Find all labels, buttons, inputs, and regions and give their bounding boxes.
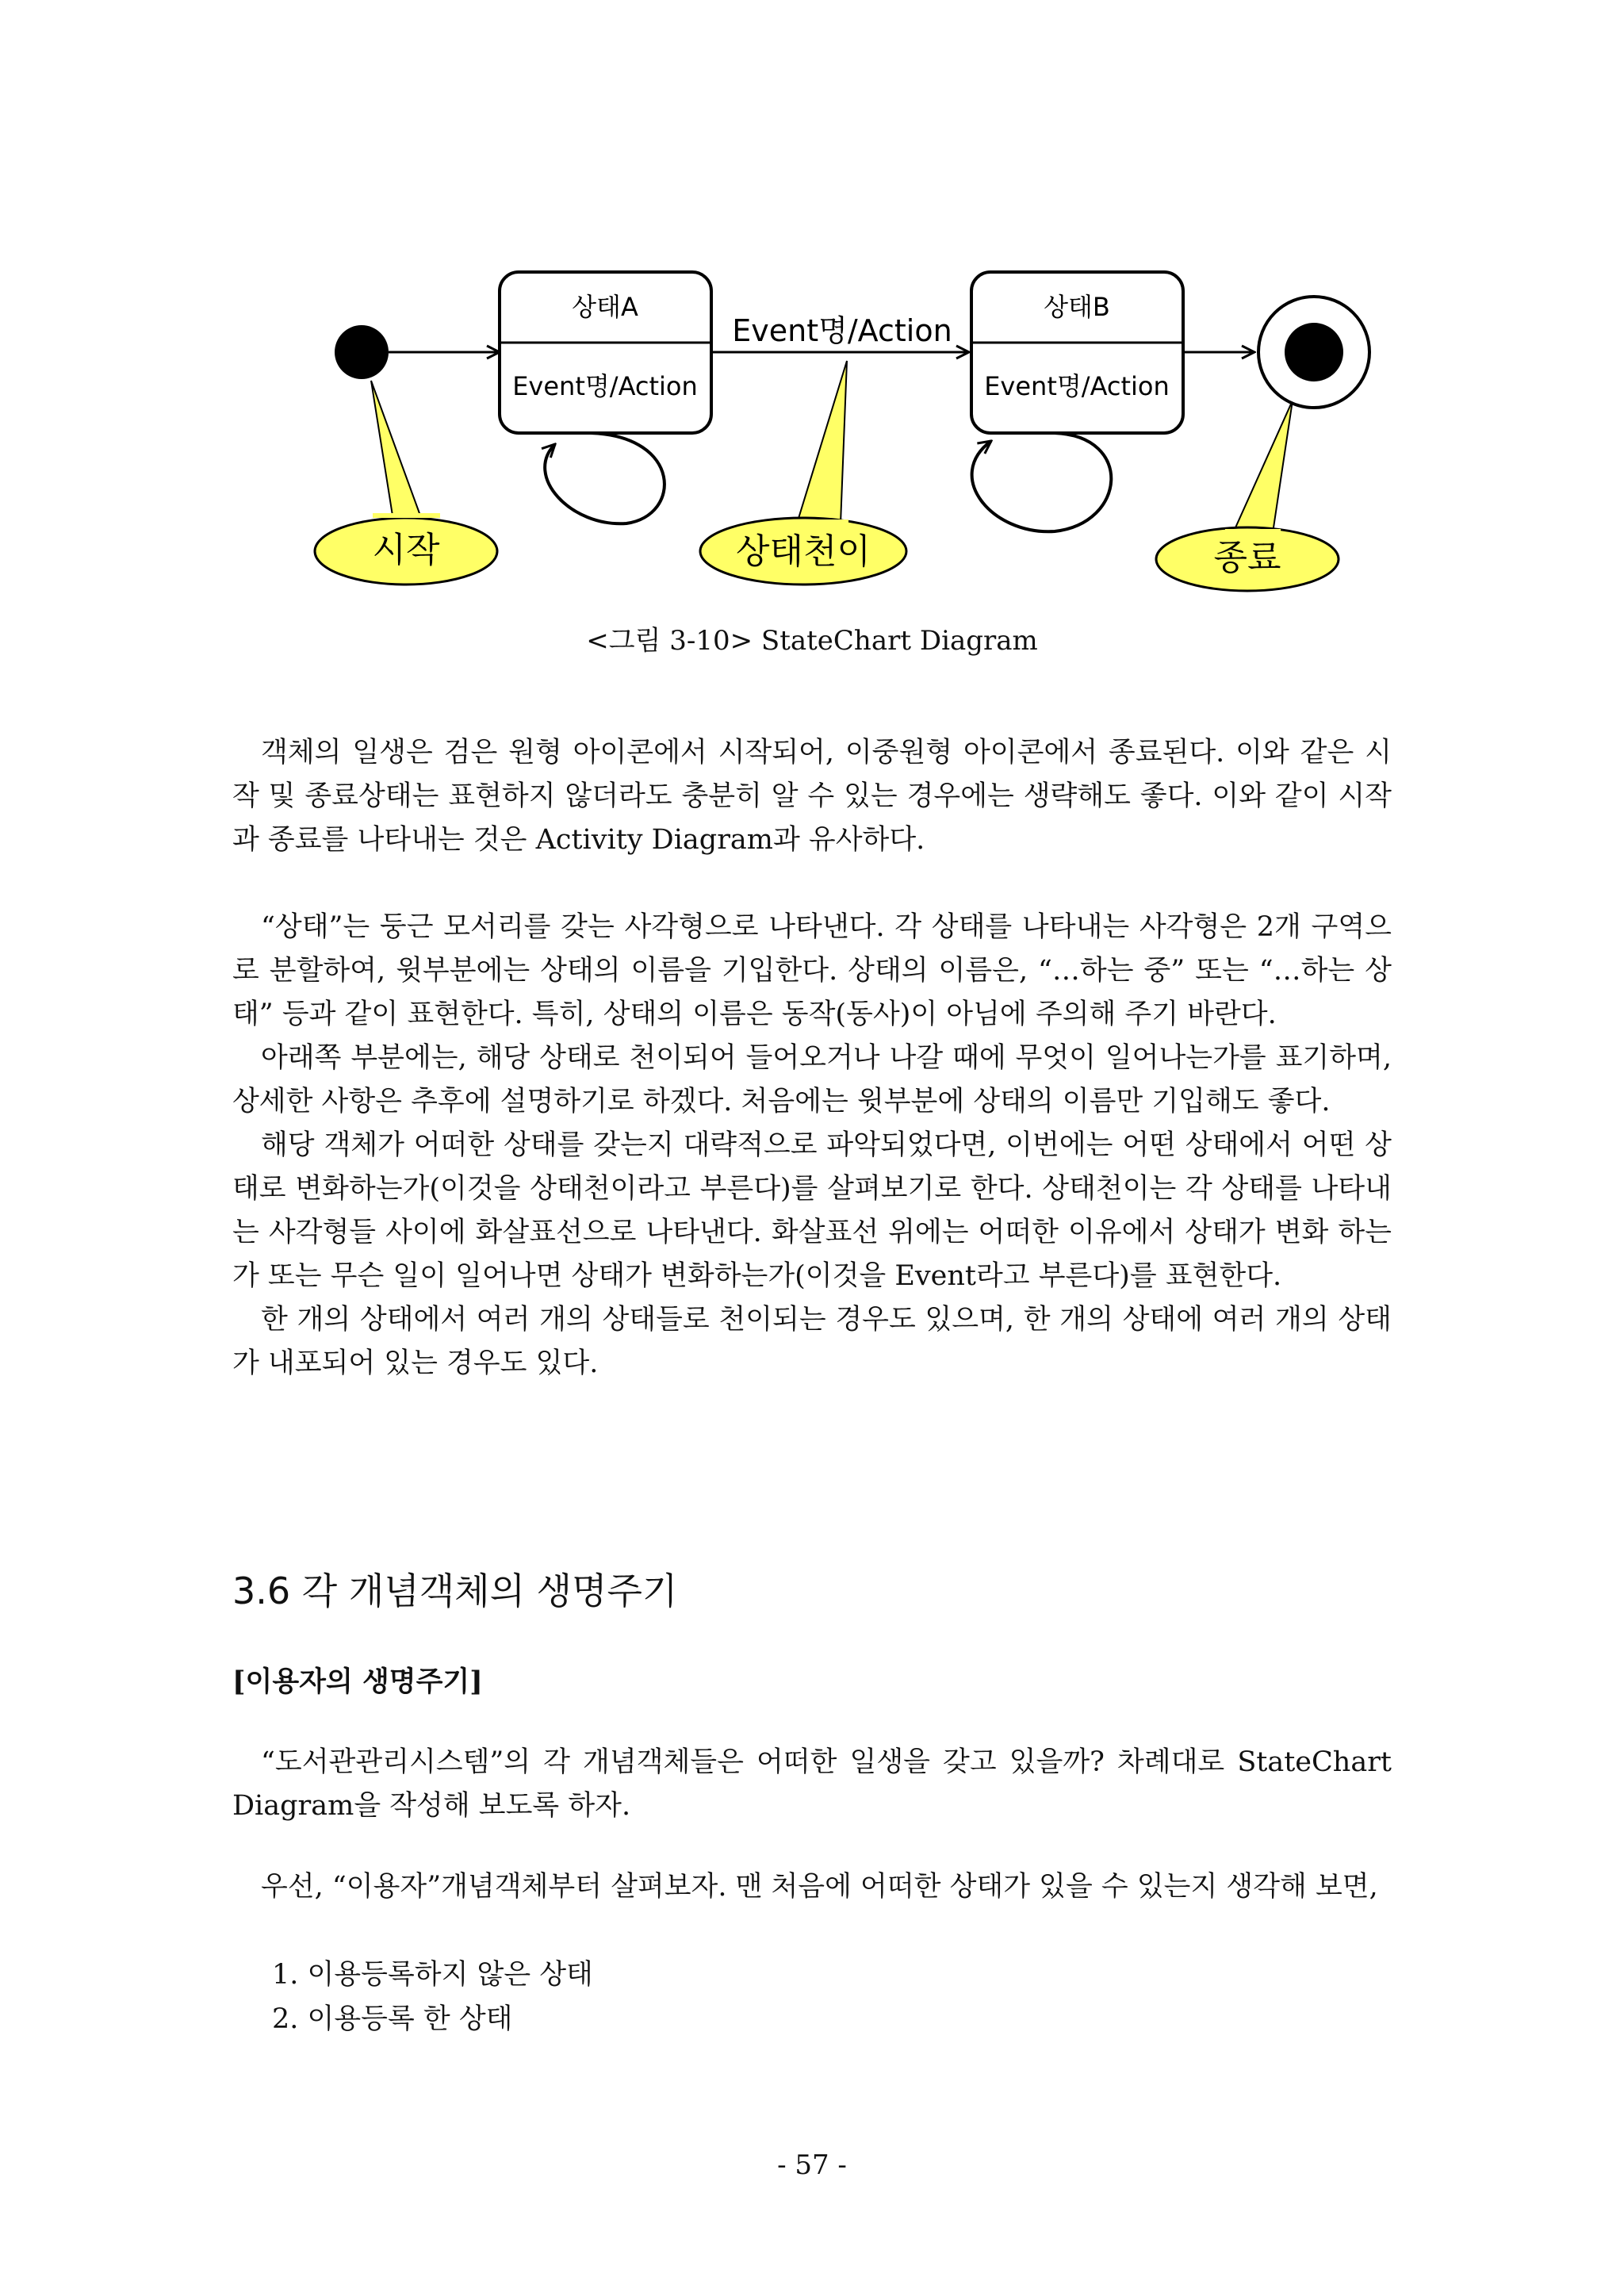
start-callout-label: 시작 [372,530,440,570]
list-item: 2. 이용등록 한 상태 [272,2003,513,2035]
end-callout [1156,401,1339,591]
subheading: [이용자의 생명주기] [232,1665,483,1698]
initial-state-icon [335,325,389,379]
paragraph-3-text: 아래쪽 부분에는, 해당 상태로 천이되어 들어오거나 나갈 때에 무엇이 일어나는가를 표기하며, 상세한 사항은 추후에 설명하기로 하겠다. 처음에는 윗부분에 상태의 이름만 기입해도 좋다. [232,1042,1392,1117]
final-state-icon [1258,297,1369,408]
state-b [971,272,1183,433]
transition-callout [700,361,906,585]
list-item: 1. 이용등록하지 않은 상태 [272,1959,593,1991]
state-a-activity: Event명/Action [512,371,698,401]
transition-callout-label: 상태천이 [735,531,871,572]
paragraph-6-text: “도서관관리시스템”의 각 개념객체들은 어떠한 일생을 갖고 있을까? 차례대로 StateChart Diagram을 작성해 보도록 하자. [232,1746,1392,1822]
figure-caption: <그림 3-10> StateChart Diagram [586,625,1038,657]
self-transition-b [972,433,1112,531]
self-transition-a [545,433,665,523]
paragraph-1 [232,731,1392,862]
state-a-name: 상태A [572,292,638,322]
paragraph-6 [232,1741,1392,1828]
paragraph-1-text: 객체의 일생은 검은 원형 아이콘에서 시작되어, 이중원형 아이콘에서 종료된다. 이와 같은 시작 및 종료상태는 표현하지 않더라도 충분히 알 수 있는 경우에는 생략해도 좋다. 이와 같이 시작과 종료를 나타내는 것은 Activity Diagram과 유사하다. [232,737,1392,856]
state-b-name: 상태B [1044,292,1110,322]
section-heading: 3.6 각 개념객체의 생명주기 [232,1570,678,1612]
state-list [272,1953,593,2041]
paragraph-2-text: “상태”는 둥근 모서리를 갖는 사각형으로 나타낸다. 각 상태를 나타내는 사각형은 2개 구역으로 분할하여, 윗부분에는 상태의 이름을 기입한다. 상태의 이름은, “…하는 중” 또는 “…하는 상태” 등과 같이 표현한다. 특히, 상태의 이름은 동작(동사)이 아님에 주의해 주기 바란다. [232,911,1392,1030]
paragraph-group-state [232,906,1392,1386]
state-b-activity: Event명/Action [984,371,1170,401]
paragraph-4-text: 해당 객체가 어떠한 상태를 갖는지 대략적으로 파악되었다면, 이번에는 어떤 상태에서 어떤 상태로 변화하는가(이것을 상태천이라고 부른다)를 살펴보기로 한다. 상태천이는 각 상태를 나타내는 사각형들 사이에 화살표선으로 나타낸다. 화살표선 위에는 어떠한 이유에서 상태가 변화 하는가 또는 무슨 일이 일어나면 상태가 변화하는가(이것을 Event라고 부른다)를 표현한다. [232,1129,1392,1292]
paragraph-7-text: 우선, “이용자”개념객체부터 살펴보자. 맨 처음에 어떠한 상태가 있을 수 있는지 생각해 보면, [261,1871,1378,1903]
end-callout-label: 종료 [1213,538,1281,578]
page-number: - 57 - [777,2149,847,2181]
start-callout [315,381,497,585]
paragraph-7 [232,1865,1392,1909]
transition-label: Event명/Action [732,313,952,348]
paragraph-5-text: 한 개의 상태에서 여러 개의 상태들로 천이되는 경우도 있으며, 한 개의 상태에 여러 개의 상태가 내포되어 있는 경우도 있다. [232,1304,1392,1379]
statechart-diagram [0,0,1624,619]
state-a [500,272,711,433]
